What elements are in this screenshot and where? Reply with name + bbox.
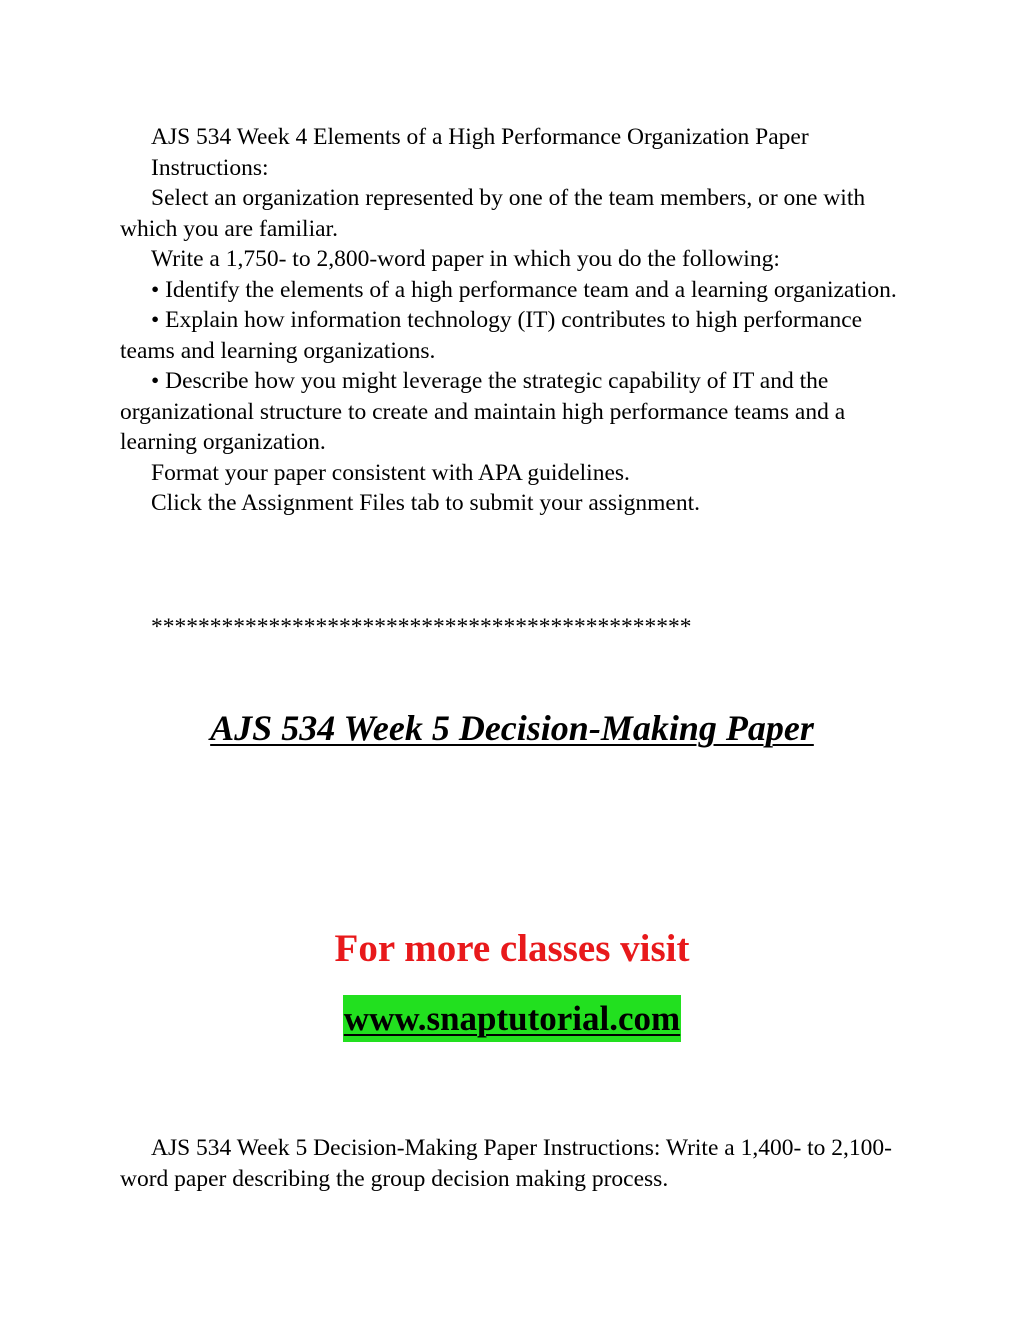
week5-paragraph: AJS 534 Week 5 Decision-Making Paper Instructions: Write a 1,400- to 2,100-word paper describing the group decision making process. — [120, 1135, 892, 1192]
promo-link-wrapper — [0, 995, 1024, 1042]
separator-asterisks: ********************************************** — [151, 614, 692, 640]
week4-instructions-label: Instructions: — [151, 154, 269, 181]
promo-line: For more classes visit — [334, 927, 690, 970]
week4-format-note: Format your paper consistent with APA guidelines. — [151, 459, 630, 486]
week5-instructions — [120, 1133, 920, 1194]
week5-heading: AJS 534 Week 5 Decision-Making Paper — [210, 708, 814, 748]
week4-instructions — [120, 122, 920, 519]
week4-bullet-identify: • Identify the elements of a high performance team and a learning organization. — [151, 276, 897, 303]
week4-select-organization: Select an organization represented by one of the team members, or one with which you are familiar. — [120, 185, 866, 242]
promo-link[interactable]: www.snaptutorial.com — [343, 995, 681, 1042]
week4-word-count: Write a 1,750- to 2,800-word paper in which you do the following: — [151, 246, 780, 272]
week4-bullet-explain: • Explain how information technology (IT) contributes to high performance teams and learning organizations. — [120, 307, 863, 364]
week4-submit-note: Click the Assignment Files tab to submit your assignment. — [151, 490, 700, 516]
week4-bullet-describe: • Describe how you might leverage the strategic capability of IT and the organizational structure to create and maintain high performance teams and a learning organization. — [120, 368, 846, 455]
week4-title-line: AJS 534 Week 4 Elements of a High Performance Organization Paper — [151, 124, 809, 150]
